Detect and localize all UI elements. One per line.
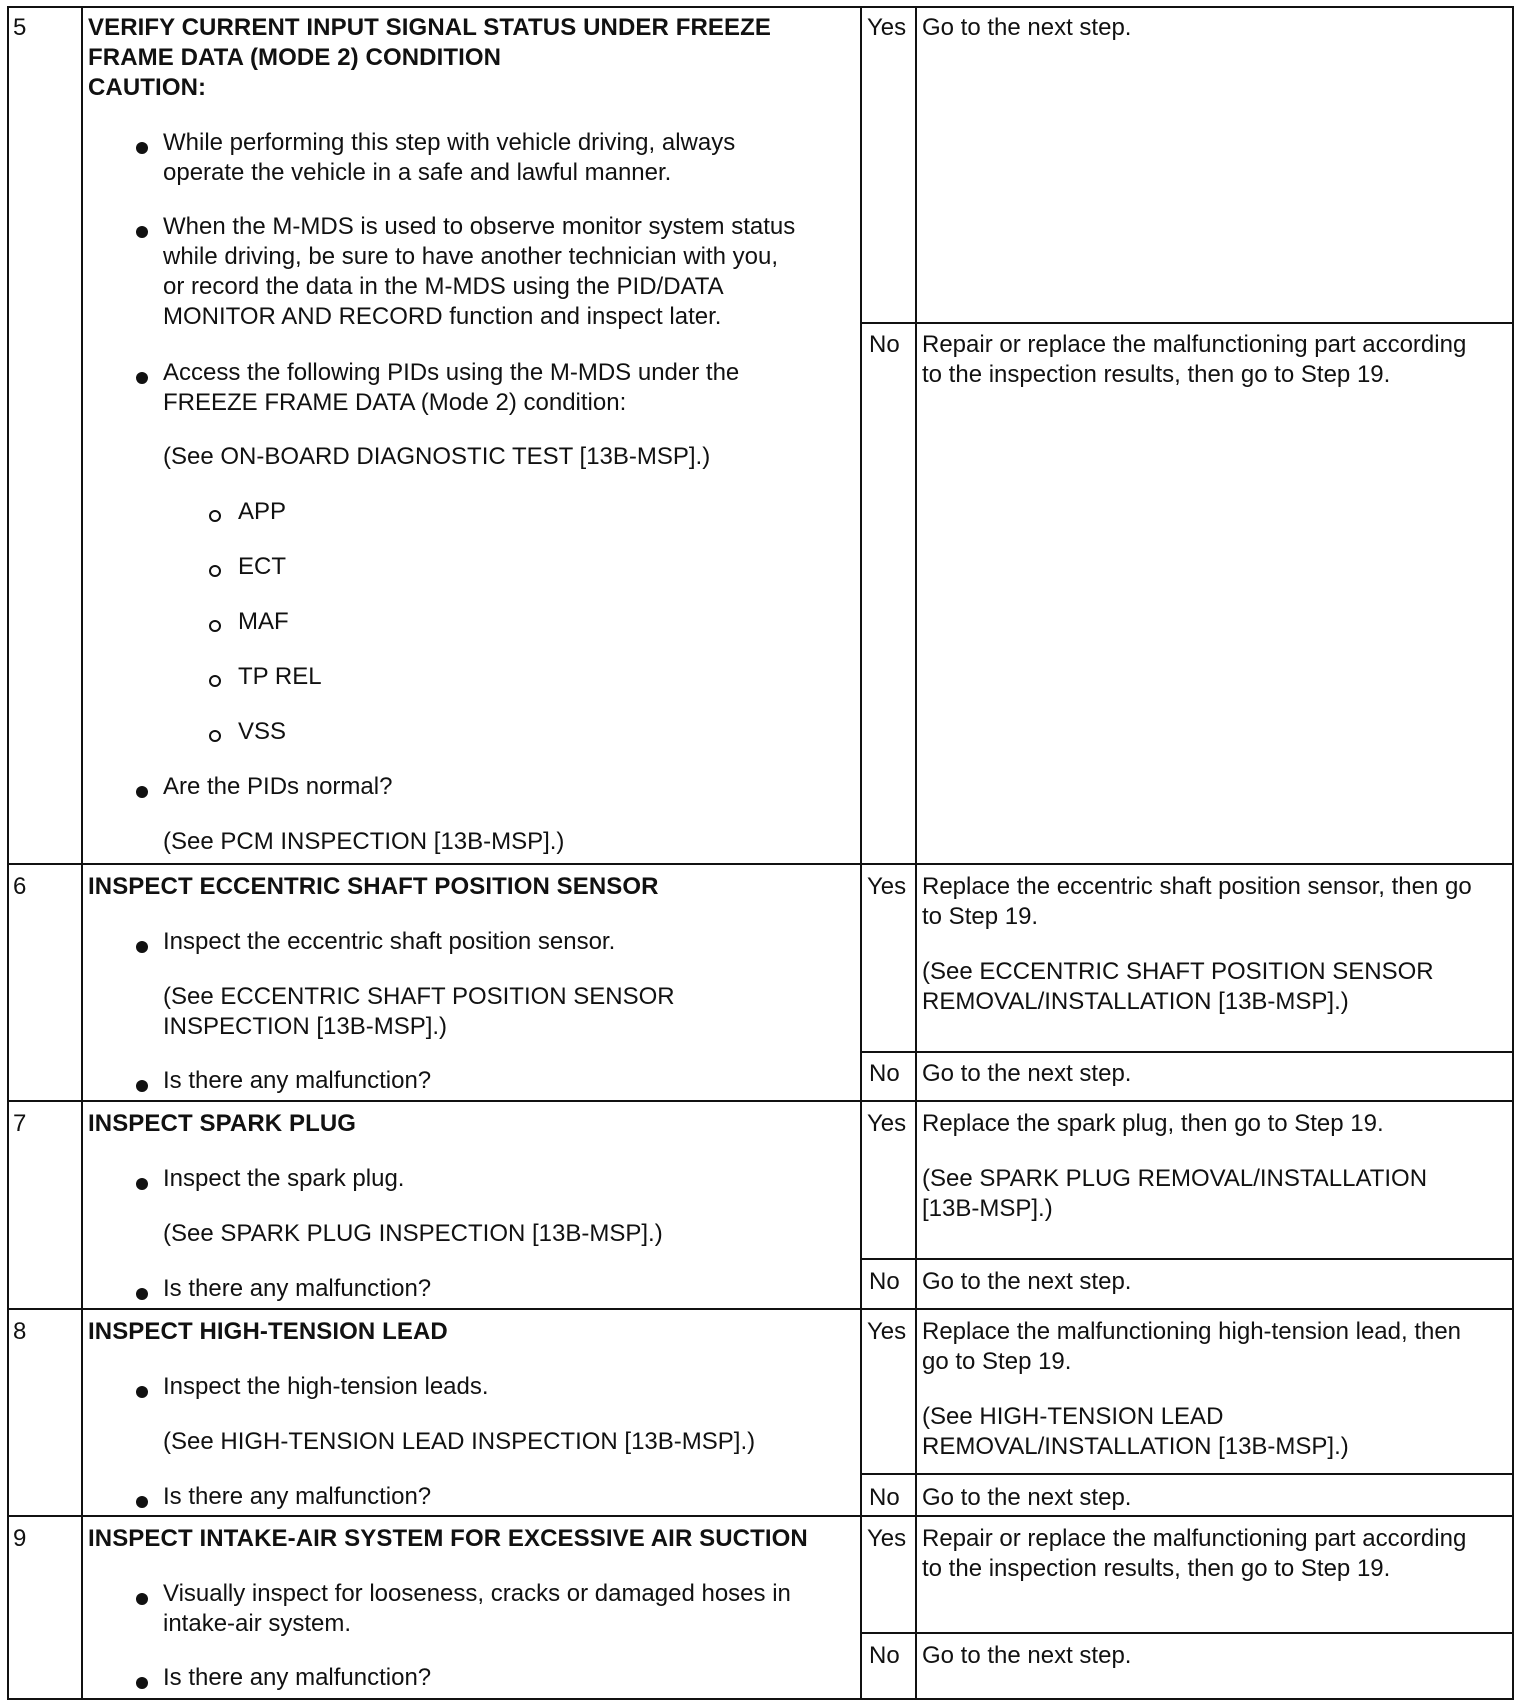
sub-bullet-icon: [209, 510, 221, 522]
no-action: Go to the next step.: [922, 1484, 1132, 1511]
no-action: Repair or replace the malfunctioning part according: [922, 331, 1467, 358]
reference-link[interactable]: (See SPARK PLUG INSPECTION [13B-MSP].): [163, 1220, 663, 1247]
yes-action: to the inspection results, then go to Step 19.: [922, 1555, 1391, 1582]
step-title: INSPECT ECCENTRIC SHAFT POSITION SENSOR: [88, 873, 659, 900]
bullet-text: Access the following PIDs using the M-MDS under the: [163, 359, 740, 386]
yes-action: Replace the spark plug, then go to Step 19.: [922, 1110, 1384, 1137]
yes-no-divider: [860, 1258, 1514, 1260]
pid-item: TP REL: [238, 663, 322, 690]
yes-no-divider: [860, 1632, 1514, 1634]
reference-link[interactable]: (See ON-BOARD DIAGNOSTIC TEST [13B-MSP].): [163, 443, 711, 470]
yes-action: to Step 19.: [922, 903, 1039, 930]
yes-no-divider: [860, 322, 1514, 324]
step-number: 7: [13, 1110, 27, 1137]
reference-link[interactable]: REMOVAL/INSTALLATION [13B-MSP].): [922, 988, 1349, 1015]
step-number: 9: [13, 1525, 27, 1552]
no-label: No: [869, 1642, 900, 1669]
pid-item: APP: [238, 498, 287, 525]
question-text: Is there any malfunction?: [163, 1067, 432, 1094]
bullet-icon: [136, 372, 148, 384]
reference-link[interactable]: (See HIGH-TENSION LEAD: [922, 1403, 1224, 1430]
step-title: VERIFY CURRENT INPUT SIGNAL STATUS UNDER FREEZE: [88, 14, 771, 41]
pid-item: VSS: [238, 718, 287, 745]
step-title: INSPECT SPARK PLUG: [88, 1110, 357, 1137]
bullet-icon: [136, 1677, 148, 1689]
bullet-text: Inspect the spark plug.: [163, 1165, 405, 1192]
reference-link[interactable]: (See SPARK PLUG REMOVAL/INSTALLATION: [922, 1165, 1428, 1192]
table-border-right: [1512, 6, 1514, 1700]
caution-label: CAUTION:: [88, 74, 207, 101]
bullet-icon: [136, 786, 148, 798]
bullet-icon: [136, 226, 148, 238]
column-divider-step: [81, 6, 83, 1700]
step-number: 5: [13, 14, 27, 41]
yes-action: Go to the next step.: [922, 14, 1132, 41]
no-action: to the inspection results, then go to Step 19.: [922, 361, 1391, 388]
bullet-icon: [136, 1496, 148, 1508]
yes-action: go to Step 19.: [922, 1348, 1072, 1375]
bullet-icon: [136, 941, 148, 953]
bullet-text: MONITOR AND RECORD function and inspect later.: [163, 303, 722, 330]
bullet-text: or record the data in the M-MDS using the PID/DATA: [163, 273, 724, 300]
yes-no-divider: [860, 1473, 1514, 1475]
column-divider-action: [860, 6, 862, 1700]
no-action: Go to the next step.: [922, 1060, 1132, 1087]
sub-bullet-icon: [209, 675, 221, 687]
yes-label: Yes: [867, 873, 907, 900]
bullet-icon: [136, 1593, 148, 1605]
yes-action: Repair or replace the malfunctioning part according: [922, 1525, 1467, 1552]
bullet-icon: [136, 1178, 148, 1190]
row-divider: [7, 1308, 1514, 1310]
question-text: Are the PIDs normal?: [163, 773, 393, 800]
pid-item: ECT: [238, 553, 286, 580]
reference-link[interactable]: (See HIGH-TENSION LEAD INSPECTION [13B-MSP].): [163, 1428, 756, 1455]
no-label: No: [869, 1484, 900, 1511]
yes-label: Yes: [867, 1110, 907, 1137]
no-label: No: [869, 331, 900, 358]
bullet-text: intake-air system.: [163, 1610, 352, 1637]
question-text: Is there any malfunction?: [163, 1483, 432, 1510]
bullet-text: When the M-MDS is used to observe monitor system status: [163, 213, 796, 240]
bullet-text: Inspect the high-tension leads.: [163, 1373, 489, 1400]
reference-link[interactable]: (See ECCENTRIC SHAFT POSITION SENSOR: [163, 983, 675, 1010]
no-label: No: [869, 1268, 900, 1295]
table-border-bottom: [7, 1698, 1514, 1700]
reference-link[interactable]: (See PCM INSPECTION [13B-MSP].): [163, 828, 565, 855]
column-divider-result: [915, 6, 917, 1700]
bullet-icon: [136, 1080, 148, 1092]
yes-label: Yes: [867, 1318, 907, 1345]
pid-item: MAF: [238, 608, 289, 635]
reference-link[interactable]: [13B-MSP].): [922, 1195, 1053, 1222]
table-border-top: [7, 6, 1514, 8]
bullet-text: FREEZE FRAME DATA (Mode 2) condition:: [163, 389, 627, 416]
bullet-text: Inspect the eccentric shaft position sensor.: [163, 928, 616, 955]
no-label: No: [869, 1060, 900, 1087]
bullet-icon: [136, 1288, 148, 1300]
question-text: Is there any malfunction?: [163, 1664, 432, 1691]
bullet-icon: [136, 142, 148, 154]
yes-label: Yes: [867, 1525, 907, 1552]
bullet-text: operate the vehicle in a safe and lawful manner.: [163, 159, 672, 186]
reference-link[interactable]: INSPECTION [13B-MSP].): [163, 1013, 448, 1040]
yes-no-divider: [860, 1051, 1514, 1053]
no-action: Go to the next step.: [922, 1268, 1132, 1295]
question-text: Is there any malfunction?: [163, 1275, 432, 1302]
bullet-text: While performing this step with vehicle driving, always: [163, 129, 736, 156]
table-border-left: [7, 6, 9, 1700]
bullet-icon: [136, 1386, 148, 1398]
row-divider: [7, 1515, 1514, 1517]
bullet-text: while driving, be sure to have another technician with you,: [163, 243, 779, 270]
step-number: 6: [13, 873, 27, 900]
sub-bullet-icon: [209, 730, 221, 742]
yes-action: Replace the eccentric shaft position sensor, then go: [922, 873, 1472, 900]
yes-label: Yes: [867, 14, 907, 41]
sub-bullet-icon: [209, 565, 221, 577]
step-title: INSPECT INTAKE-AIR SYSTEM FOR EXCESSIVE AIR SUCTION: [88, 1525, 808, 1552]
step-number: 8: [13, 1318, 27, 1345]
yes-action: Replace the malfunctioning high-tension lead, then: [922, 1318, 1462, 1345]
bullet-text: Visually inspect for looseness, cracks or damaged hoses in: [163, 1580, 791, 1607]
reference-link[interactable]: (See ECCENTRIC SHAFT POSITION SENSOR: [922, 958, 1434, 985]
row-divider: [7, 863, 1514, 865]
troubleshooting-table: [7, 6, 1514, 1700]
reference-link[interactable]: REMOVAL/INSTALLATION [13B-MSP].): [922, 1433, 1349, 1460]
sub-bullet-icon: [209, 620, 221, 632]
row-divider: [7, 1100, 1514, 1102]
step-title: FRAME DATA (MODE 2) CONDITION: [88, 44, 502, 71]
no-action: Go to the next step.: [922, 1642, 1132, 1669]
step-title: INSPECT HIGH-TENSION LEAD: [88, 1318, 448, 1345]
